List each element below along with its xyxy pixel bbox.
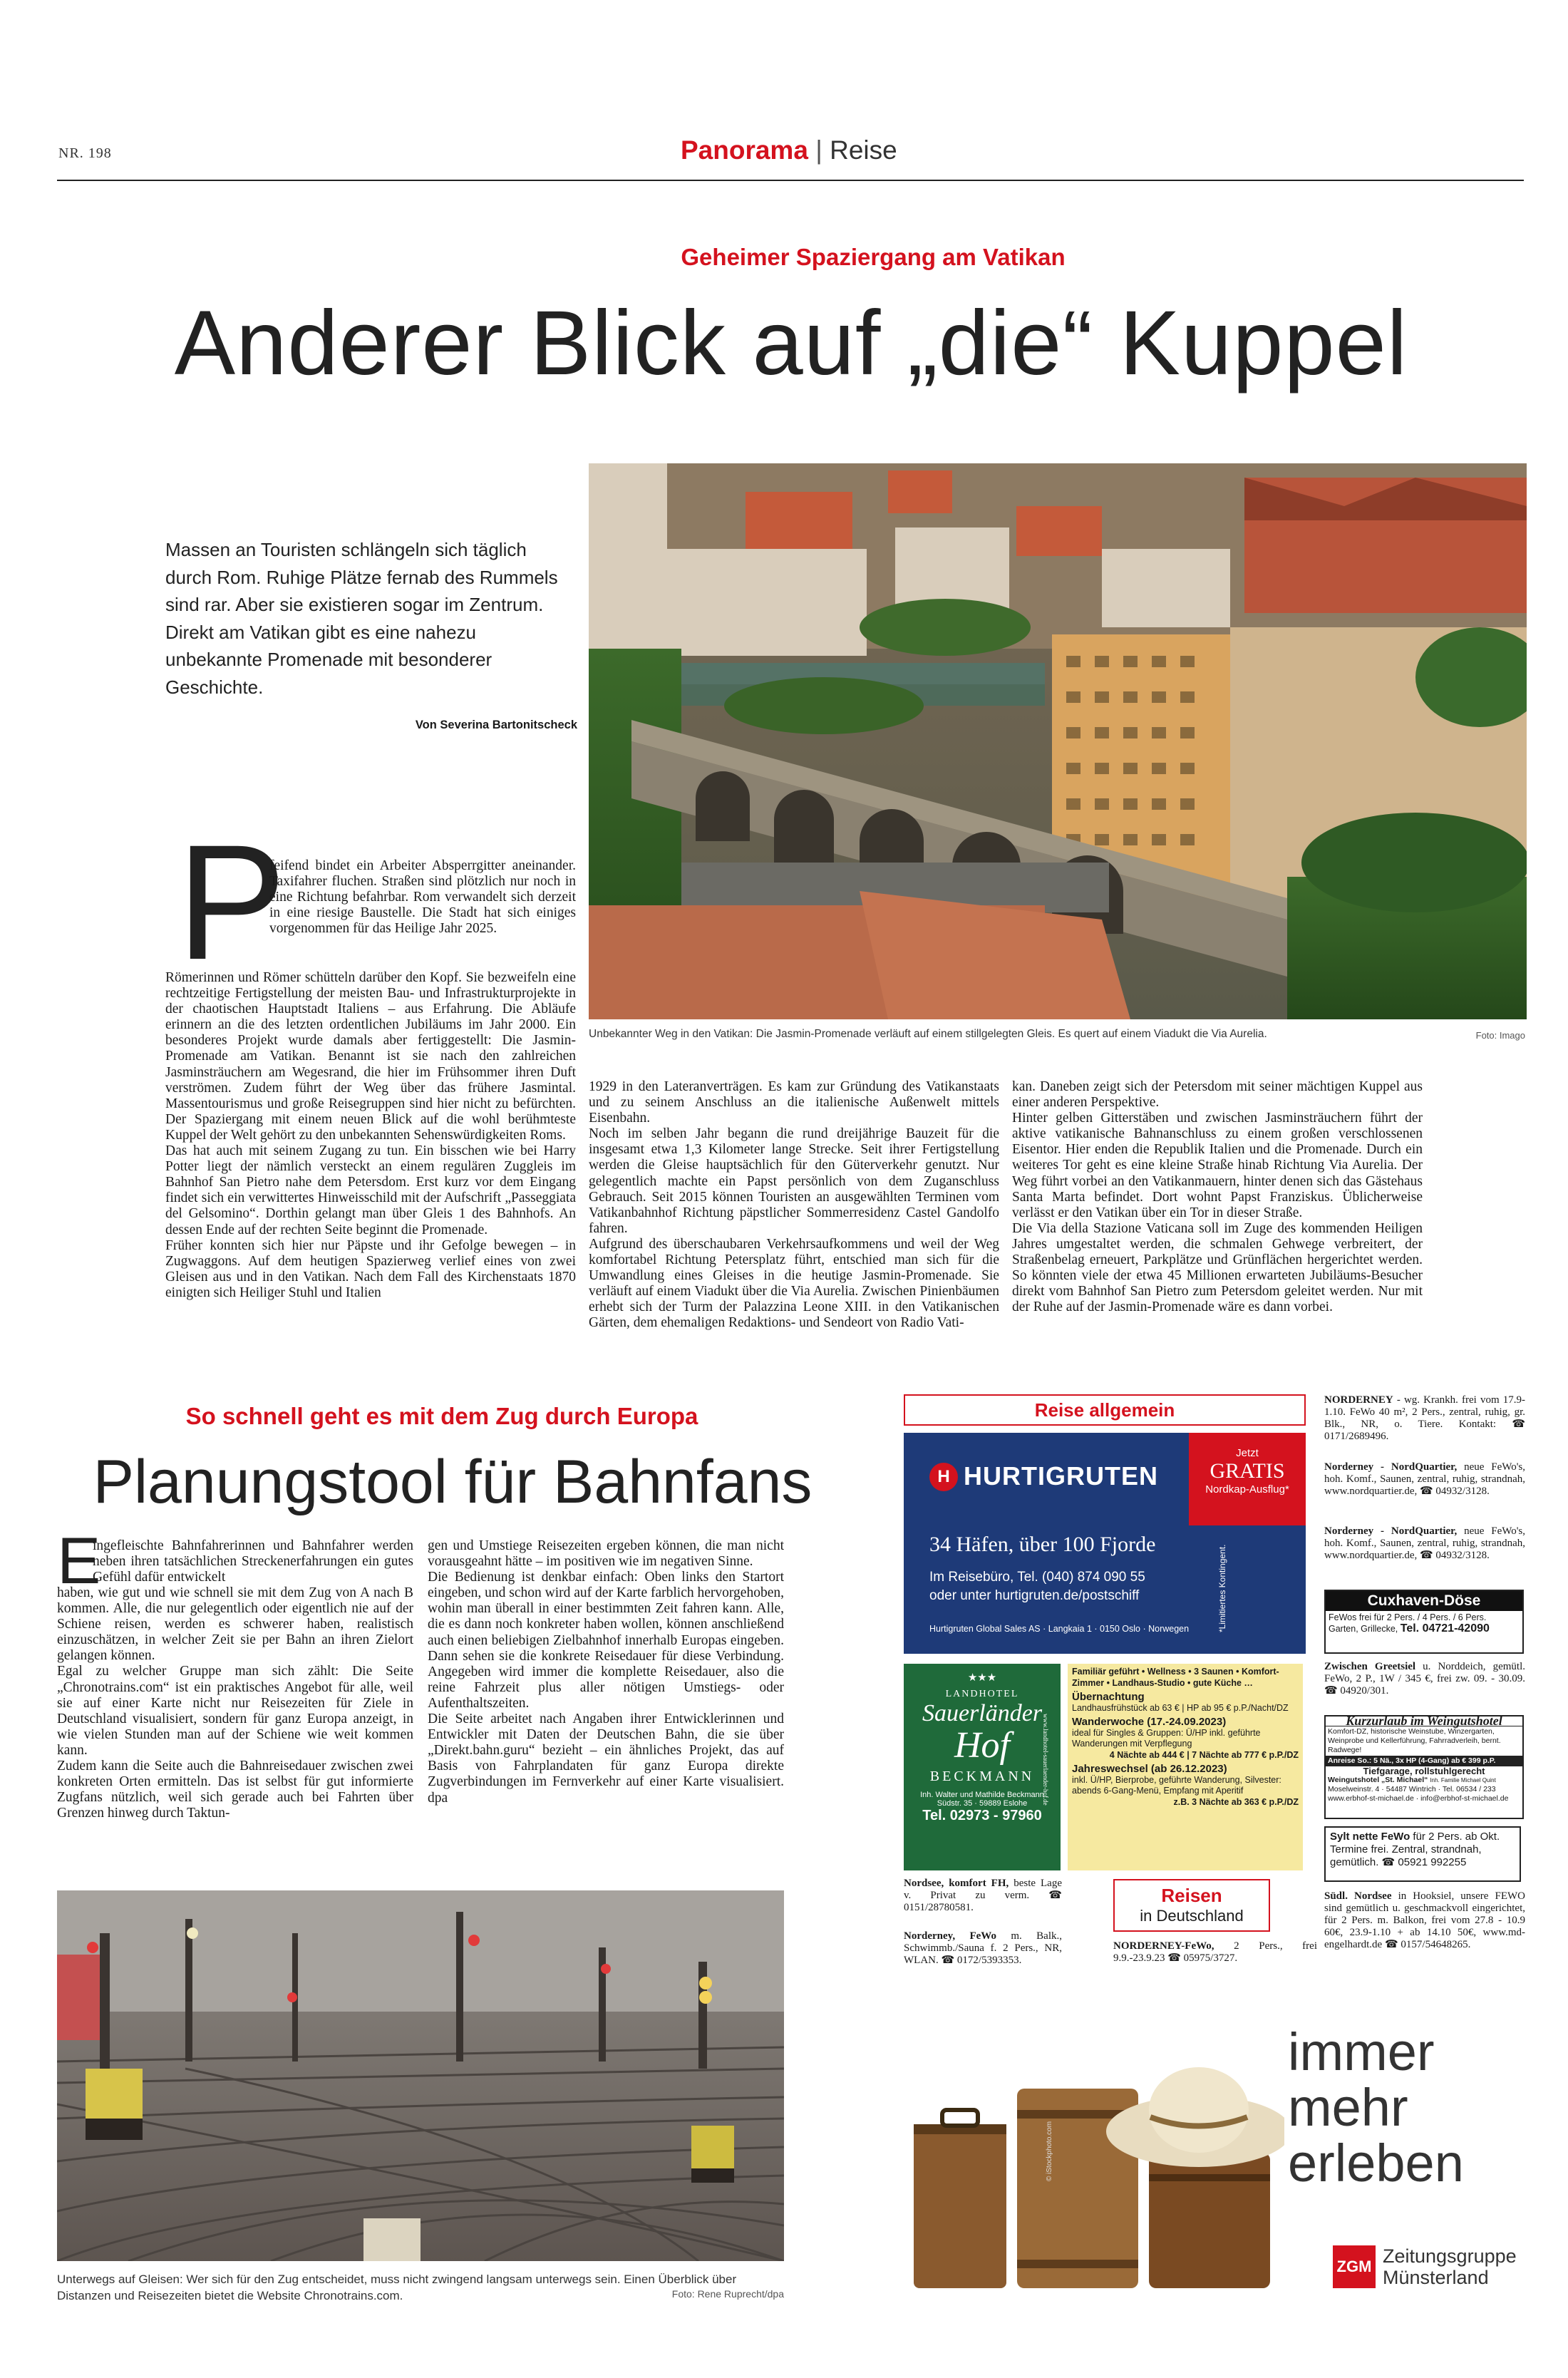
article1-col2-p: 1929 in den Lateranverträgen. Es kam zur Gründung des Vatikanstaats und zu seinem Anschluss an die italienische Außenwelt mittels Eisenbahn. — [589, 1079, 999, 1126]
article1-col2-p: Aufgrund des überschaubaren Verkehrsaufkommens und weil der Weg komfortabel Richtung Petersplatz führt, entschied man sich für die Umwandlung eines Gleises in die heutige Jasmin-Promenade. Sie verläuft auf einem Viadukt über die Via Aurelia. Zwischen Pinienbäumen erhebt sich der Turm der Palazzina Leone XIII. in den Vatikanischen Gärten, dem ehemaligen Redaktions- und Sendeort von Radio Vati- — [589, 1236, 999, 1331]
weingut-l4-row — [1326, 1776, 1522, 1785]
zgm-slogan-1: immer — [1288, 2022, 1435, 2081]
article1-photo-caption: Unbekannter Weg in den Vatikan: Die Jasmin-Promenade verläuft auf einem stillgelegten Gleis. Es quert auf einem Viadukt die Via Aurelia. — [589, 1028, 1267, 1040]
article2-kicker: So schnell geht es mit dem Zug durch Europa — [185, 1403, 698, 1429]
classified-mid-2 — [904, 1930, 1062, 1967]
cuxhaven-line1: FeWos frei für 2 Pers. / 4 Pers. / 6 Pers. — [1329, 1612, 1487, 1622]
cuxhaven-phone: Tel. 04721-42090 — [1400, 1622, 1490, 1635]
beckmann-h1: Übernachtung — [1072, 1691, 1145, 1703]
cuxhaven-line2-row — [1326, 1622, 1522, 1635]
weingut-l6: www.erbhof-st-michael.de · info@erbhof-st-michael.de — [1328, 1794, 1509, 1803]
classified-text: für 2 Pers. ab Okt. Termine frei. Zentral, strandnah, gemütlich. ☎ 05921 992255 — [1330, 1831, 1500, 1868]
zgm-photo-credit: © iStockphoto.com — [1046, 2121, 1053, 2181]
hurtigruten-badge-sub: Nordkap-Ausflug* — [1205, 1483, 1289, 1496]
ad-header-reise-allgemein — [904, 1394, 1306, 1426]
section-header — [681, 135, 897, 165]
article2-col2-p: Die Seite arbeitet nach Angaben ihrer Entwicklerinnen und Entwickler mit Daten der Deutschen Bahn, die sie über „Direkt.bahn.guru“ bezieht – ein ähnliches Projekt, das auf Basis von Fahrplandaten für ganz Europa direkte Zugverbindungen im Fernverkehr auf einer Karte visualisiert. dpa — [428, 1712, 784, 1806]
article1-photo — [589, 463, 1527, 1019]
classified-mid-1 — [904, 1878, 1062, 1914]
hurtigruten-brand: HURTIGRUTEN — [964, 1461, 1158, 1491]
article2-dropcap: E — [57, 1525, 101, 1597]
article2-col1-p: Zudem kann die Seite auch die Bahnreisedauer zwischen zwei konkreten Orten ermitteln. Das ist selbst für gut informierte Zugfans nützlich, weil sich gerade auch bei Fahrten über Grenzen hinweg durch Taktun- — [57, 1759, 413, 1821]
hurtigruten-side-note: *Limitiertes Kontingent. — [1217, 1544, 1227, 1632]
beckmann-t2b: 4 Nächte ab 444 € | 7 Nächte ab 777 € p.P./DZ — [1109, 1749, 1299, 1760]
classified-head: Norderney, FeWo — [904, 1930, 996, 1942]
beckmann-phone: Tel. 02973 - 97960 — [922, 1808, 1042, 1823]
classified-text: neue FeWo's, hoh. Komf., Saunen, zentral, ruhig, strandnah, www.nordquartier.de, ☎ 04932/3128. — [1324, 1525, 1525, 1561]
classified-head: Sylt nette FeWo — [1330, 1831, 1410, 1843]
article1-col1-p: Römerinnen und Römer schütteln darüber den Kopf. Sie bezweifeln eine rechtzeitige Fertigstellung der meisten Bau- und Infrastrukturprojekte in der chaotischen Hauptstadt Italiens – aus Erfahrung. Die Abläufe erinnern an die des letzten ordentlichen Jubiläums im Jahr 2000. Ein besonderes Projekt wurde damals aber fertiggestellt: Die Jasmin-Promenade am Vatikan. Benannt ist sie nach den zahlreichen Jasminsträuchern am Wegesrand, die hier im Frühsommer ihren Duft verströmen. Zudem führt der Weg über das frühere Jasmintal. Massentourismus und große Reisegruppen sind hier nicht zu befürchten. Der Spaziergang mit einem neuen Blick auf die wohl berühmteste Kuppel der Welt gehört zu den unbekannten Sehenswürdigkeiten Roms. — [165, 970, 576, 1143]
classified-greetsiel — [1324, 1661, 1525, 1697]
classified-nordsee — [1324, 1890, 1525, 1951]
beckmann-top: Familiär geführt • Wellness • 3 Saunen • Komfort-Zimmer • Landhaus-Studio • gute Küche … — [1072, 1667, 1279, 1688]
section-title: Panorama — [681, 135, 808, 165]
hurtigruten-logo-icon: H — [929, 1463, 958, 1491]
classified-head: Zwischen Greetsiel — [1324, 1661, 1416, 1672]
article2-col2-p: Die Bedienung ist denkbar einfach: Oben links den Startort eingeben, und schon wird auf der Karte farblich hervorgehoben, wohin man überall in einer bestimmten Zeit fahren kann. Alle, die es dann noch konkreter haben wollen, können anschließend auch einen beliebigen Zielbahnhof innerhalb Europas eingeben. Dann sehen sie die konkrete Reisedauer für diese Verbindung. Angegeben wird immer die komplette Reisedauer, also die reine Fahrzeit plus aller nötigen Umstiegs- oder Aufenthaltszeiten. — [428, 1570, 784, 1711]
luggage-image — [899, 2010, 1284, 2295]
reisen-title: Reisen — [1161, 1885, 1222, 1906]
zgm-name — [1383, 2245, 1517, 2288]
article1-col3-p: Die Via della Stazione Vaticana soll im Zuge des kommenden Heiligen Jahres umgestaltet werden, die schmalen Gehwege verbreitert, der Straßenbelag erneuert, Parkplätze und Grünflächen hergerichtet werden. So könnten viele der etwa 45 Millionen erwarteten Jubiläums-Besucher direkt vom Bahnhof San Pietro zum Petersdom geleitet werden. Nur mit der Ruhe auf der Jasmin-Promenade wäre es dann vorbei. — [1012, 1220, 1423, 1315]
article1-kicker: Geheimer Spaziergang am Vatikan — [681, 244, 1066, 270]
classified-head: Südl. Nordsee — [1324, 1890, 1392, 1902]
article2-col2 — [428, 1538, 784, 1806]
classified-head: NORDERNEY — [1324, 1394, 1393, 1406]
article1-col2 — [589, 1079, 999, 1332]
reisen-sub: in Deutschland — [1140, 1907, 1244, 1925]
classified-text: in Hooksiel, unsere FEWO sind gemütlich u. geschmackvoll eingerichtet, für 2 Pers. m. Balkon, frei vom 27.8 - 10.9 60€, 23.9-1.10 + ab 14.10 50€, www.md-engelhardt.de ☎ 0157/54648265. — [1324, 1890, 1525, 1950]
classified-head: Norderney - NordQuartier, — [1324, 1525, 1458, 1537]
beckmann-logo-panel — [904, 1664, 1061, 1870]
ad-header-label: Reise allgemein — [1034, 1399, 1175, 1421]
hurtigruten-badge — [1189, 1433, 1306, 1525]
beckmann-name1: Sauerländer — [922, 1700, 1043, 1726]
beckmann-pre: LANDHOTEL — [945, 1689, 1019, 1699]
article2-photo-credit: Foto: Rene Ruprecht/dpa — [671, 2288, 784, 2300]
beckmann-offers — [1068, 1664, 1303, 1870]
zgm-slogan-2: mehr — [1288, 2078, 1408, 2137]
hurtigruten-badge-top: Jetzt — [1236, 1447, 1259, 1459]
ad-weingutshotel[interactable] — [1324, 1715, 1524, 1819]
beckmann-t1: Landhausfrühstück ab 63 € | HP ab 95 € p.P./Nacht/DZ — [1072, 1702, 1289, 1713]
article2-photo — [57, 1890, 784, 2261]
cuxhaven-line2: Garten, Grillecke, — [1329, 1624, 1398, 1634]
article1-col1-intro: feifend bindet ein Arbeiter Absperrgitter aneinander. Taxifahrer fluchen. Straßen sind plötzlich nur noch in eine Richtung befahrbar. Rom verwandelt sich derzeit in eine riesige Baustelle. Die Stadt hat sich einiges vorgenommen für das Heilige Jahr 2025. — [269, 858, 576, 937]
beckmann-stars: ★★★ — [967, 1672, 997, 1684]
article2-headline: Planungstool für Bahnfans — [93, 1448, 813, 1516]
article1-byline: Von Severina Bartonitscheck — [415, 719, 577, 731]
article2-photo-caption: Unterwegs auf Gleisen: Wer sich für den Zug entscheidet, muss nicht zwingend langsam unterwegs sein. Einen Überblick über Distanzen und Reisezeiten bietet die Website Chronotrains.com. — [57, 2273, 737, 2302]
weingut-l2: Anreise So.: 5 Nä., 3x HP (4-Gang) ab € 399 p.P. — [1326, 1756, 1522, 1766]
article1-col1-p: Das hat auch mit seinem Zugang zu tun. Ein bisschen wie bei Harry Potter liegt der nämlich versteckt an einem regulären Zuggleis im Bahnhof San Pietro nahe dem Petersdom. Erst kurz vor dem Eingang findet sich ein verwittertes Hinweisschild mit der Aufschrift „Passeggiata del Gelsomino“. Dorthin gelangt man über Gleis 1 des Bahnhofs. An dessen Ende auf der rechten Seite beginnt die Promenade. — [165, 1143, 576, 1237]
weingut-l4b: Inh. Familie Michael Quint — [1430, 1777, 1496, 1784]
classified-right-3 — [1324, 1525, 1525, 1562]
hurtigruten-line2: oder unter hurtigruten.de/postschiff — [929, 1588, 1140, 1603]
ad-landhotel-beckmann[interactable] — [904, 1664, 1303, 1870]
beckmann-owner: Inh. Walter und Mathilde Beckmann — [920, 1791, 1044, 1799]
hurtigruten-badge-main: GRATIS — [1209, 1459, 1285, 1483]
classified-text: beste Lage v. Privat zu verm. ☎ 0151/28780581. — [904, 1878, 1062, 1913]
classified-text: - wg. Krankh. frei vom 17.9-1.10. FeWo 40 m², 2 Pers., zentral, ruhig, gr. Blk., NR, o. Tiere. Kontakt: ☎ 0171/2689496. — [1324, 1394, 1526, 1442]
classified-text: neue FeWo's, hoh. Komf., Saunen, zentral, ruhig, strandnah, www.nordquartier.de, ☎ 04932/3128. — [1324, 1461, 1525, 1497]
classified-head: Nordsee, komfort FH, — [904, 1878, 1009, 1889]
article2-col1-intro: ingefleischte Bahnfahrerinnen und Bahnfahrer werden neben ihren tatsächlichen Streckenerfahrungen ein gutes Gefühl dafür entwickelt — [93, 1538, 413, 1585]
article1-col3-p: Hinter gelben Gitterstäben und zwischen Jasminsträuchern führt der aktive vatikanische Bahnanschluss zu einem großen verschlossenen Eisentor. Hier enden die Republik Italien und die Promenade. Durch ein weiteres Tor geht es eine kleine Straße hinab Richtung Via Aurelia. Der Weg führt vorbei an den Vatikanmauern, hinter denen sich das Gästehaus Santa Marta befindet. Dort wohnt Papst Franziskus. Üblicherweise verlässt er den Vatikan über ein Tor in dieser Straße. — [1012, 1111, 1423, 1220]
classified-right-1 — [1324, 1394, 1525, 1443]
beckmann-web: www.landhotel-sauerlaender-hof.de — [1042, 1714, 1049, 1806]
classified-right-2 — [1324, 1461, 1525, 1498]
classified-text: 2 Pers., frei 9.9.-23.9.23 ☎ 05975/3727. — [1113, 1940, 1318, 1964]
weingut-title: Kurzurlaub im Weingutshotel — [1326, 1716, 1522, 1726]
header-rule — [57, 180, 1524, 181]
article2-col1-p: haben, wie gut und wie schnell sie mit dem Zug von A nach B kommen. Alle, die nur gelegentlich oder eigentlich nie auf der Schiene reisen, werden es schwerer haben, realistisch einzuschätzen, in welcher Zeit sie per Bahn an ihren Zielort gelangen können. — [57, 1585, 413, 1664]
article1-col3 — [1012, 1079, 1423, 1315]
beckmann-name3: BECKMANN — [929, 1769, 1035, 1784]
classified-text: u. Norddeich, gemütl. FeWo, 2 P., 1W / 345 €, frei zw. 09. - 30.09. ☎ 04920/301. — [1324, 1661, 1525, 1697]
ad-zgm[interactable] — [899, 2010, 1527, 2295]
subsection-title: Reise — [830, 135, 897, 165]
ad-hurtigruten[interactable] — [904, 1433, 1306, 1654]
hurtigruten-footer: Hurtigruten Global Sales AS · Langkaia 1 · 0150 Oslo · Norwegen — [929, 1624, 1190, 1634]
weingut-l5: Moselweinstr. 4 · 54487 Wintrich · Tel. 06534 / 233 — [1328, 1785, 1496, 1793]
ad-cuxhaven[interactable] — [1324, 1590, 1524, 1654]
article1-headline: Anderer Blick auf „die“ Kuppel — [174, 292, 1408, 394]
hurtigruten-headline: 34 Häfen, über 100 Fjorde — [929, 1533, 1156, 1556]
beckmann-name2: Hof — [954, 1725, 1010, 1766]
article2-col2-p: gen und Umstiege Reisezeiten ergeben können, die man nicht vorausgeahnt hätte – im positiven wie im negativen Sinne. — [428, 1538, 784, 1570]
beckmann-h3: Jahreswechsel (ab 26.12.2023) — [1072, 1763, 1227, 1775]
issue-number: NR. 198 — [58, 145, 112, 161]
article1-col1 — [165, 970, 576, 1301]
article1-col2-p: Noch im selben Jahr begann die rund dreijährige Bauzeit für die insgesamt etwa 1,3 Kilometer lange Strecke. Seit ihrer Fertigstellung werden die Gleise hauptsächlich für den Güterverkehr genutzt. Nur gelegentlich machte ein Papst persönlich von dem Zuganschluss Gebrauch. Seit 2015 können Touristen an ausgewählten Terminen vom Vatikanbahnhof Richtung päpstlicher Sommerresidenz Castel Gandolfo fahren. — [589, 1126, 999, 1236]
zgm-name-2: Münsterland — [1383, 2267, 1489, 2288]
section-divider: | — [815, 135, 822, 165]
article1-lead: Massen an Touristen schlängeln sich täglich durch Rom. Ruhige Plätze fernab des Rummels sind rar. Aber sie existieren sogar im Zentrum. Direkt am Vatikan gibt es eine nahezu unbekannte Promenade mit besonderer Geschichte. — [165, 539, 558, 698]
article2-col1-p: Egal zu welcher Gruppe man sich zählt: Die Seite „Chronotrains.com“ ist ein praktisches Angebot für alle, weil sie auf einer Karte nicht nur Reisezeiten für Ziele in Deutschland visualisiert, sondern für ganz Europa anzeigt, in wie vielen Stunden man auf der Schiene wie weit kommen kann. — [57, 1664, 413, 1758]
classified-mid-3 — [1113, 1940, 1317, 1965]
article1-col1-p: Früher konnten sich hier nur Päpste und ihr Gefolge bewegen – in Zugwaggons. Auf dem heutigen Spazierweg verlief eines von zwei Gleisen aus und in den Vatikan. Nach dem Fall des Kirchenstaats 1870 einigten sich Heiliger Stuhl und Italien — [165, 1237, 576, 1300]
cuxhaven-title: Cuxhaven-Döse — [1326, 1591, 1522, 1611]
article1-col3-p: kan. Daneben zeigt sich der Petersdom mit seiner mächtigen Kuppel aus einer anderen Perspektive. — [1012, 1079, 1423, 1111]
classified-head: Norderney - NordQuartier, — [1324, 1461, 1458, 1473]
zgm-name-1: Zeitungsgruppe — [1383, 2245, 1517, 2267]
beckmann-h2: Wanderwoche (17.-24.09.2023) — [1072, 1716, 1227, 1728]
weingut-l3: Tiefgarage, rollstuhlgerecht — [1363, 1766, 1485, 1776]
article2-col1 — [57, 1585, 413, 1821]
beckmann-address: Südstr. 35 · 59889 Eslohe — [937, 1799, 1028, 1808]
zgm-slogan-3: erleben — [1288, 2133, 1464, 2193]
article1-photo-credit: Foto: Imago — [1475, 1030, 1525, 1041]
weingut-l1: Komfort-DZ, historische Weinstube, Winzergarten, Weinprobe und Kellerführung, Fahrradverleih, bernt. Radwege! — [1328, 1727, 1501, 1754]
classified-text: m. Balk., Schwimmb./Sauna f. 2 Pers., NR, WLAN. ☎ 0172/5393353. — [904, 1930, 1062, 1966]
zgm-slogan — [1288, 2024, 1464, 2191]
beckmann-t2: ideal für Singles & Gruppen: Ü/HP inkl. geführte Wanderungen mit Verpflegung — [1072, 1727, 1261, 1749]
hurtigruten-line1: Im Reisebüro, Tel. (040) 874 090 55 — [929, 1570, 1145, 1585]
ad-sylt[interactable] — [1324, 1826, 1521, 1882]
zgm-logo: ZGM — [1333, 2245, 1376, 2288]
weingut-l4: Weingutshotel „St. Michael“ — [1328, 1776, 1428, 1784]
classified-head: NORDERNEY-FeWo, — [1113, 1940, 1214, 1952]
reisen-in-deutschland-box — [1113, 1879, 1270, 1932]
beckmann-t3b: z.B. 3 Nächte ab 363 € p.P./DZ — [1173, 1796, 1299, 1807]
article1-dropcap: P — [177, 810, 287, 994]
beckmann-t3: inkl. Ü/HP, Bierprobe, geführte Wanderung, Silvester: abends 6-Gang-Menü, Empfang mit Aperitif — [1072, 1774, 1281, 1796]
